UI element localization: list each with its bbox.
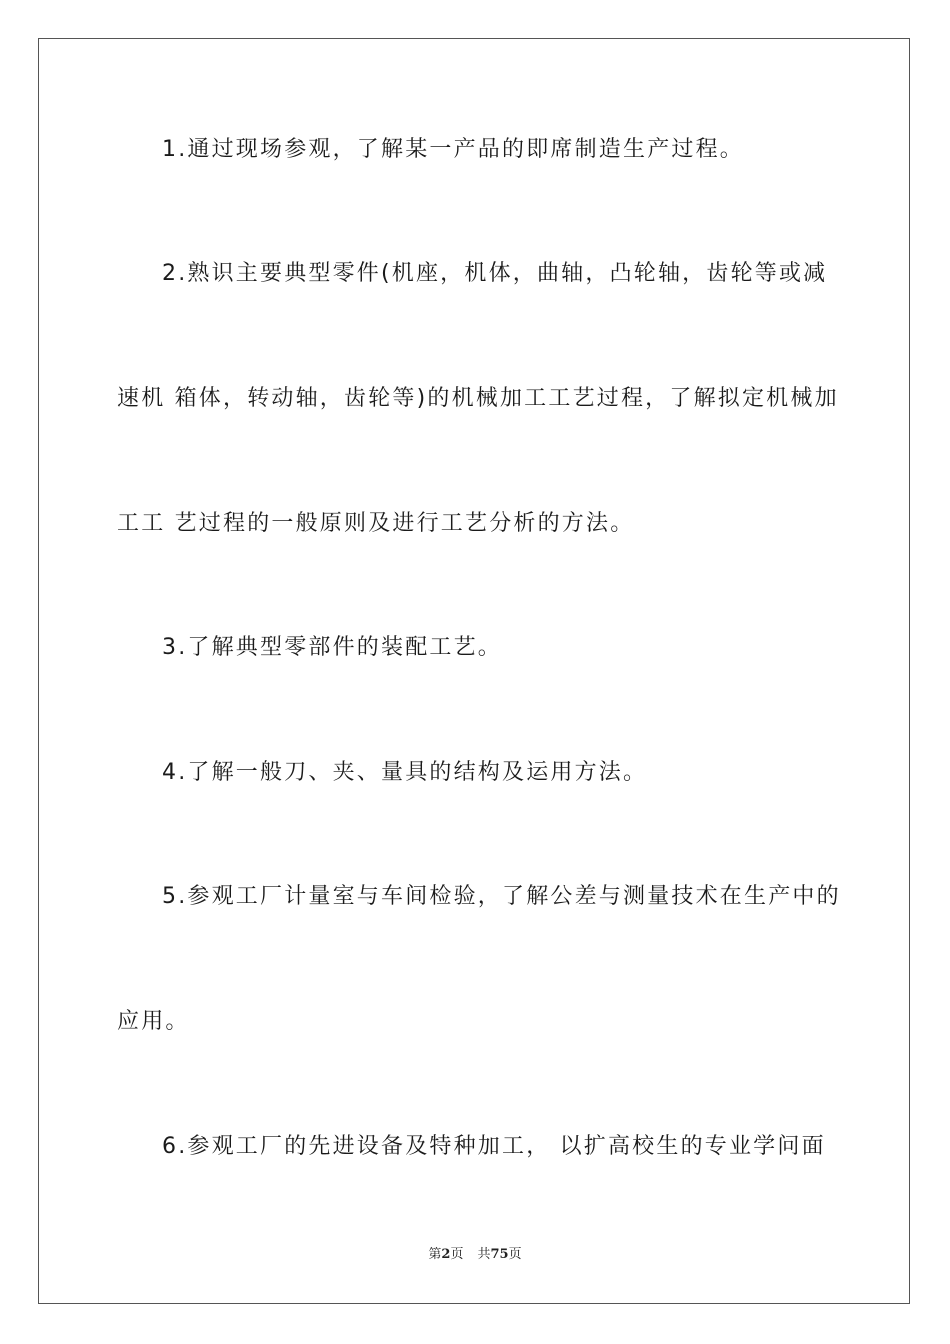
page-prefix: 第 — [428, 1247, 442, 1262]
page-number: 2 — [441, 1247, 451, 1262]
page-suffix: 页 — [450, 1247, 464, 1262]
paragraph-line-3: 速机 箱体，转动轴，齿轮等)的机械加工工艺过程，了解拟定机械加 — [117, 386, 839, 411]
total-prefix: 共 — [477, 1247, 491, 1262]
paragraph-line-1: 1.通过现场参观，了解某一产品的即席制造生产过程。 — [162, 137, 744, 162]
paragraph-line-2: 2.熟识主要典型零件(机座，机体，曲轴，凸轮轴，齿轮等或减 — [162, 261, 828, 286]
paragraph-line-4: 工工 艺过程的一般原则及进行工艺分析的方法。 — [117, 511, 635, 536]
page-footer — [0, 1246, 950, 1264]
paragraph-line-7: 5.参观工厂计量室与车间检验，了解公差与测量技术在生产中的 — [162, 884, 841, 909]
total-pages: 75 — [490, 1247, 509, 1262]
paragraph-line-9: 6.参观工厂的先进设备及特种加工， 以扩高校生的专业学问面 — [162, 1134, 826, 1159]
page-frame — [38, 38, 910, 1304]
total-suffix: 页 — [508, 1247, 522, 1262]
paragraph-line-8: 应用。 — [117, 1009, 190, 1034]
paragraph-line-5: 3.了解典型零部件的装配工艺。 — [162, 635, 502, 660]
paragraph-line-6: 4.了解一般刀、夹、量具的结构及运用方法。 — [162, 760, 648, 785]
